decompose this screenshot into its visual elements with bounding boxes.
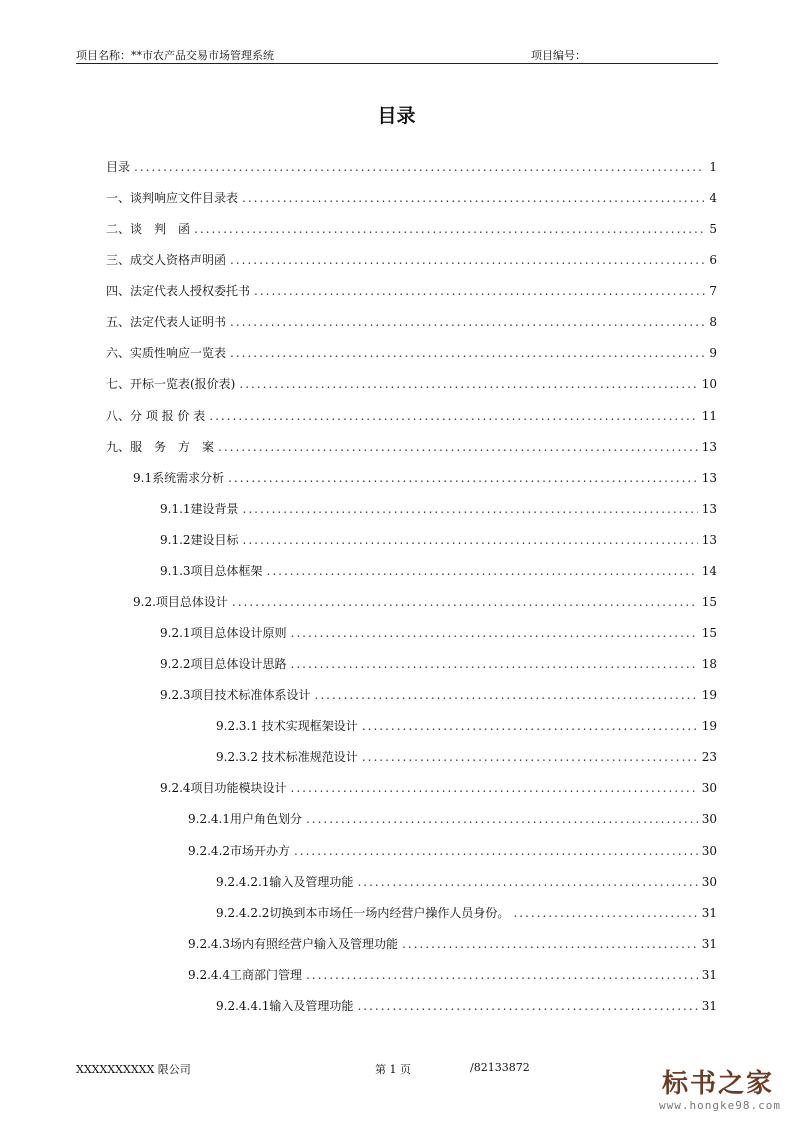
toc-leader-dots bbox=[357, 997, 697, 1015]
toc-entry-page: 18 bbox=[701, 657, 717, 671]
toc-entry-label: 二、谈 判 函 bbox=[106, 222, 191, 236]
toc-entry-page: 15 bbox=[701, 595, 717, 609]
toc-entry-label: 9.2.4.2.2切换到本市场任一场内经营户操作人员身份。 bbox=[216, 906, 510, 920]
toc-entry-page: 8 bbox=[709, 315, 717, 329]
footer-company: XXXXXXXXXX 限公司 bbox=[76, 1063, 191, 1076]
toc-leader-dots bbox=[230, 313, 705, 331]
toc-entry-label: 9.2.项目总体设计 bbox=[133, 595, 228, 609]
toc-entry-label: 9.1.3项目总体框架 bbox=[160, 564, 263, 578]
toc-entry-page: 30 bbox=[701, 875, 717, 889]
toc-entry-page: 6 bbox=[709, 253, 717, 267]
toc-entry-page: 31 bbox=[701, 968, 717, 982]
toc-leader-dots bbox=[194, 220, 705, 238]
toc-entry[interactable] bbox=[188, 842, 717, 860]
toc-entry-label: 目录 bbox=[106, 160, 131, 174]
project-code: 项目编号： bbox=[531, 49, 586, 62]
toc-leader-dots bbox=[230, 344, 705, 362]
toc-entry[interactable] bbox=[188, 966, 717, 984]
footer-page-number: 第 1 页 bbox=[375, 1063, 411, 1076]
toc-entry[interactable] bbox=[106, 375, 717, 393]
toc-entry-page: 4 bbox=[709, 191, 717, 205]
toc-entry[interactable] bbox=[160, 562, 717, 580]
toc-entry-page: 5 bbox=[709, 222, 717, 236]
toc-entry-page: 30 bbox=[701, 781, 717, 795]
toc-entry-label: 9.2.4.3场内有照经营户输入及管理功能 bbox=[188, 937, 398, 951]
toc-leader-dots bbox=[357, 873, 697, 891]
toc-entry-page: 10 bbox=[701, 377, 717, 391]
toc-leader-dots bbox=[362, 717, 698, 735]
toc-leader-dots bbox=[362, 748, 698, 766]
toc-entry-label: 9.2.1项目总体设计原则 bbox=[160, 626, 287, 640]
toc-entry-label: 9.2.4.2市场开办方 bbox=[188, 844, 290, 858]
toc-leader-dots bbox=[134, 158, 705, 176]
toc-entry-page: 13 bbox=[701, 440, 717, 454]
toc-entry[interactable] bbox=[188, 810, 717, 828]
project-name: 项目名称：**市农产品交易市场管理系统 bbox=[76, 49, 274, 62]
toc-entry-label: 9.2.4.2.1输入及管理功能 bbox=[216, 875, 354, 889]
toc-leader-dots bbox=[254, 282, 705, 300]
watermark-logo bbox=[640, 1063, 790, 1119]
toc-entry-label: 9.1系统需求分析 bbox=[133, 471, 225, 485]
toc-leader-dots bbox=[242, 189, 705, 207]
toc-entry-label: 三、成交人资格声明函 bbox=[106, 253, 227, 267]
toc-entry[interactable] bbox=[106, 407, 717, 425]
toc-entry-label: 9.1.2建设目标 bbox=[160, 533, 239, 547]
toc-entry-page: 9 bbox=[709, 346, 717, 360]
watermark-title: 标书之家 bbox=[661, 1069, 774, 1099]
toc-entry-label: 9.2.4项目功能模块设计 bbox=[160, 781, 287, 795]
toc-entry[interactable] bbox=[188, 935, 717, 953]
toc-entry-page: 30 bbox=[701, 844, 717, 858]
toc-entry[interactable] bbox=[160, 655, 717, 673]
page-header bbox=[76, 47, 718, 64]
toc-entry[interactable] bbox=[106, 344, 717, 362]
toc-entry[interactable] bbox=[106, 438, 717, 456]
toc-entry-label: 六、实质性响应一览表 bbox=[106, 346, 227, 360]
toc-leader-dots bbox=[228, 469, 698, 487]
toc-leader-dots bbox=[315, 686, 698, 704]
toc-entry-page: 11 bbox=[701, 409, 717, 423]
toc-entry-page: 30 bbox=[701, 812, 717, 826]
toc-entry[interactable] bbox=[216, 717, 717, 735]
toc-entry-label: 五、法定代表人证明书 bbox=[106, 315, 227, 329]
toc-entry-label: 9.1.1建设背景 bbox=[160, 502, 239, 516]
toc-leader-dots bbox=[209, 407, 697, 425]
toc-leader-dots bbox=[232, 593, 698, 611]
toc-leader-dots bbox=[291, 624, 698, 642]
toc-entry-page: 19 bbox=[701, 688, 717, 702]
toc-entry[interactable] bbox=[106, 158, 717, 176]
toc-entry[interactable] bbox=[216, 873, 717, 891]
toc-entry-label: 9.2.4.4.1输入及管理功能 bbox=[216, 999, 354, 1013]
toc-leader-dots bbox=[306, 810, 698, 828]
toc-entry-label: 9.2.3.2 技术标准规范设计 bbox=[216, 750, 358, 764]
toc-entry-page: 15 bbox=[701, 626, 717, 640]
toc-entry[interactable] bbox=[160, 779, 717, 797]
toc-entry-page: 23 bbox=[701, 750, 717, 764]
toc-entry[interactable] bbox=[106, 189, 717, 207]
toc-entry[interactable] bbox=[160, 531, 717, 549]
watermark-url: www.hongke98.com bbox=[659, 1099, 781, 1112]
toc-entry[interactable] bbox=[106, 313, 717, 331]
toc-entry-page: 31 bbox=[701, 999, 717, 1013]
toc-entry[interactable] bbox=[133, 469, 717, 487]
toc-entry[interactable] bbox=[106, 220, 717, 238]
toc-entry-label: 七、开标一览表(报价表) bbox=[106, 377, 236, 391]
toc-entry-page: 13 bbox=[701, 533, 717, 547]
toc-leader-dots bbox=[267, 562, 698, 580]
toc-entry-label: 9.2.3.1 技术实现框架设计 bbox=[216, 719, 358, 733]
toc-entry[interactable] bbox=[160, 686, 717, 704]
toc-leader-dots bbox=[243, 531, 698, 549]
toc-entry-page: 1 bbox=[709, 160, 717, 174]
toc-entry-page: 13 bbox=[701, 502, 717, 516]
page-title: 目录 bbox=[377, 105, 416, 127]
toc-entry-label: 9.2.3项目技术标准体系设计 bbox=[160, 688, 311, 702]
toc-entry-page: 31 bbox=[701, 906, 717, 920]
toc-entry-page: 7 bbox=[709, 284, 717, 298]
toc-entry-label: 九、服 务 方 案 bbox=[106, 440, 215, 454]
toc-entry[interactable] bbox=[216, 748, 717, 766]
toc-leader-dots bbox=[239, 375, 697, 393]
toc-entry[interactable] bbox=[106, 282, 717, 300]
toc-entry-label: 四、法定代表人授权委托书 bbox=[106, 284, 251, 298]
toc-entry-page: 14 bbox=[701, 564, 717, 578]
toc-leader-dots bbox=[291, 779, 698, 797]
toc-entry[interactable] bbox=[160, 624, 717, 642]
toc-entry-label: 一、谈判响应文件目录表 bbox=[106, 191, 239, 205]
toc-entry-label: 9.2.2项目总体设计思路 bbox=[160, 657, 287, 671]
toc-entry[interactable] bbox=[216, 904, 717, 922]
toc-leader-dots bbox=[294, 842, 698, 860]
toc-leader-dots bbox=[306, 966, 698, 984]
toc-entry-page: 19 bbox=[701, 719, 717, 733]
toc-leader-dots bbox=[218, 438, 698, 456]
toc-entry-label: 9.2.4.1用户角色划分 bbox=[188, 812, 302, 826]
toc-leader-dots bbox=[513, 904, 697, 922]
toc-entry-label: 9.2.4.4工商部门管理 bbox=[188, 968, 302, 982]
toc-entry-page: 13 bbox=[701, 471, 717, 485]
toc-entry[interactable] bbox=[160, 500, 717, 518]
toc-leader-dots bbox=[291, 655, 698, 673]
toc-leader-dots bbox=[402, 935, 698, 953]
toc-entry-label: 八、分 项 报 价 表 bbox=[106, 409, 206, 423]
toc-leader-dots bbox=[243, 500, 698, 518]
toc-leader-dots bbox=[230, 251, 705, 269]
toc-entry[interactable] bbox=[133, 593, 717, 611]
toc-entry[interactable] bbox=[216, 997, 717, 1015]
toc-entry[interactable] bbox=[106, 251, 717, 269]
toc-entry-page: 31 bbox=[701, 937, 717, 951]
footer-phone: /82133872 bbox=[470, 1061, 530, 1074]
